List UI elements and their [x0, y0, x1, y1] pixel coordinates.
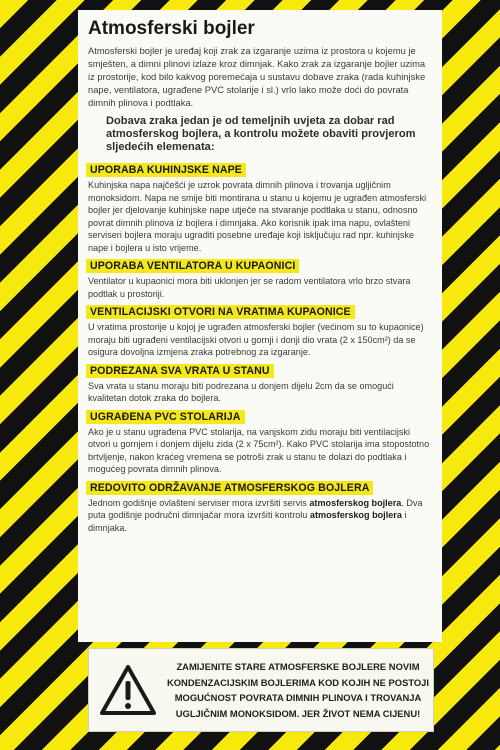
- section-body: Sva vrata u stanu moraju biti podrezana u donjem dijelu 2cm da se omogući kvalitetan dotok zraka do bojlera.: [88, 380, 394, 403]
- body-emphasis: atmosferskog bojlera: [309, 497, 402, 508]
- section-ventilator: [88, 254, 432, 300]
- section-body: Ventilator u kupaonici mora biti uklonjen jer se radom ventilatora vrlo brzo stvara podtlak u prostoriji.: [88, 276, 411, 299]
- section-title: UPORABA VENTILATORA U KUPAONICI: [86, 259, 299, 273]
- section-odrzavanje: [88, 476, 432, 535]
- section-title: REDOVITO ODRŽAVANJE ATMOSFERSKOG BOJLERA: [86, 481, 373, 495]
- section-body: [88, 497, 432, 535]
- intro-paragraph: Atmosferski bojler je uređaj koji zrak za izgaranje uzima iz prostora u kojemu je smješten, a dimni plinovi izlaze kroz dimnjak. Kako zrak za izgaranje bojler uzima iz prostorije, kod bilo kakvog poremećaja u sustavu dobave zraka (rada kuhinjske nape, ventilatora, ugrađene PVC stolarije i sl.) vrlo lako može doći do povrata dimnih plinova i podtlaka.: [88, 45, 426, 108]
- warning-line: MOGUĆNOST POVRATA DIMNIH PLINOVA I TROVANJA: [174, 692, 422, 703]
- page-title: Atmosferski bojler: [88, 18, 255, 39]
- body-emphasis: atmosferskog bojlera: [309, 510, 402, 520]
- warning-line: KONDENZACIJSKIM BOJLERIMA KOD KOJIH NE POSTOJI: [166, 676, 429, 688]
- section-body: Ako je u stanu ugrađena PVC stolarija, na vanjskom zidu moraju biti ventilacijski otvori u gornjem i donjem dijelu zida (2 x 75cm²). Kako PVC stolarija ima stopostotno brtvljenje, nakon kraćeg vremena se potroši zrak u stanu te dolazi do podtlaka i mogućeg povrata dimnih plinova.: [88, 426, 430, 474]
- section-podrezana-vrata: [88, 359, 432, 405]
- section-body: U vratima prostorije u kojoj je ugrađen atmosferski bojler (većinom su to kupaonice) moraju biti ugrađeni ventilacijski otvori u gornji i donji dio vrata (2 x 150cm²) da se osigura dovoljna izmjena zraka potrebnog za izgaranje.: [88, 322, 424, 357]
- lead-paragraph: Dobava zraka jedan je od temeljnih uvjeta za dobar rad atmosferskog bojlera, a kontrolu možete obaviti provjerom sljedećih elemenata:: [106, 115, 416, 153]
- warning-line: ZAMIJENITE STARE ATMOSFERSKE BOJLERE NOVIM: [176, 661, 420, 672]
- section-title: PODREZANA SVA VRATA U STANU: [86, 364, 274, 378]
- body-text: Jednom godišnje ovlašteni serviser mora izvršiti servis: [88, 497, 310, 508]
- body-text: . Dva puta godišnje područni dimnjačar mora izvršiti kontrolu: [88, 497, 423, 520]
- section-ventilacijski-otvori: [88, 300, 432, 359]
- section-kuhinjska-napa: [88, 158, 432, 254]
- warning-line: UGLJIČNIM MONOKSIDOM. JER ŽIVOT NEMA CIJENU!: [175, 707, 421, 719]
- section-body: Kuhinjska napa najčešći je uzrok povrata dimnih plinova i trovanja ugljičnim monoksidom. Napa ne smije biti montirana u stanu u kojemu je ugrađen atmosferski bojler jer djelovanje kuhinjske nape utječe na stvaranje podtlaka u stanu, odnosno povrat dimnih plinova iz bojlera i dimnjaka. Ako korisnik ipak ima napu, ovlašteni serviseri bojlera moraju ugraditi posebne uređaje koji isključuju rad npr. kuhinjske nape i bojlera u isto vrijeme.: [88, 180, 427, 253]
- section-pvc-stolarija: [88, 405, 432, 476]
- info-panel: [78, 10, 442, 642]
- section-title: UPORABA KUHINJSKE NAPE: [86, 163, 246, 177]
- body-text: i dimnjaka.: [88, 510, 407, 533]
- warning-text: [163, 659, 433, 721]
- warning-box: [88, 648, 434, 732]
- warning-triangle-icon: [99, 663, 157, 717]
- section-title: VENTILACIJSKI OTVORI NA VRATIMA KUPAONICE: [86, 305, 355, 319]
- section-title: UGRAĐENA PVC STOLARIJA: [86, 410, 245, 424]
